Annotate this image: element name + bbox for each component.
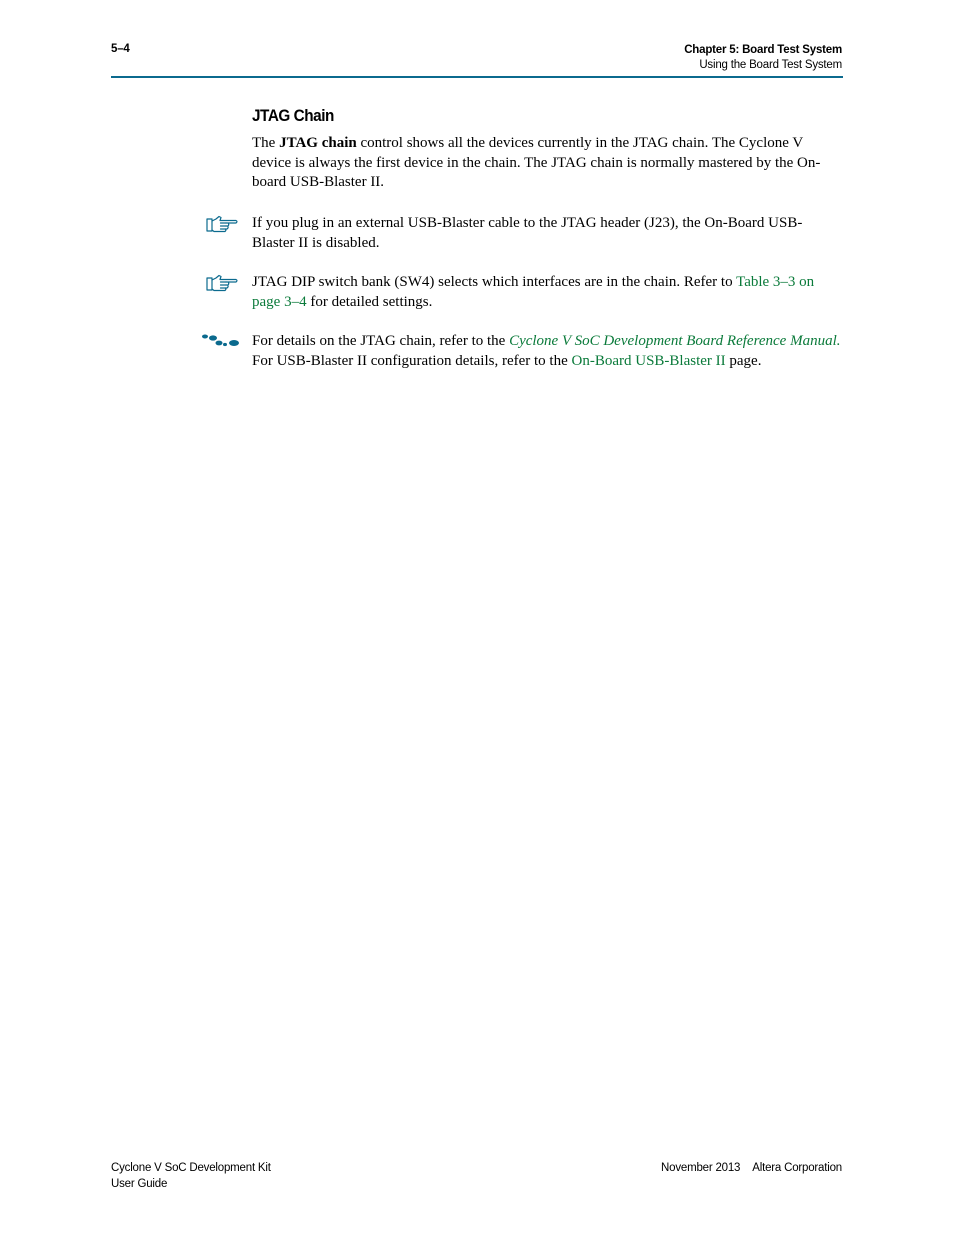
footer-date: November 2013	[661, 1162, 741, 1174]
jtag-chain-term: JTAG chain	[279, 135, 357, 151]
reference-manual-link[interactable]: Cyclone V SoC Development Board Reference Manual.	[509, 333, 841, 349]
onboard-usb-blaster-link[interactable]: On-Board USB-Blaster II	[571, 352, 726, 369]
reference-text-3: page.	[725, 352, 762, 369]
intro-text-1: The	[252, 135, 280, 151]
header-rule	[111, 76, 843, 78]
running-header	[684, 43, 842, 73]
footer-doc-type: User Guide	[111, 1178, 168, 1190]
note-dip-switch	[252, 273, 844, 312]
section-subtitle: Using the Board Test System	[699, 59, 842, 71]
note-dip-switch-text-1: JTAG DIP switch bank (SW4) selects which interfaces are in the chain. Refer to	[252, 274, 737, 290]
pointing-hand-icon	[206, 274, 240, 292]
intro-text-2: control shows all the devices currently in the JTAG chain. The Cyclone V device is always the first device in the chain. The JTAG chain is normally mastered by the On-board USB-Blaster II.	[252, 135, 821, 191]
note-dip-switch-text-2: for detailed settings.	[306, 293, 433, 310]
footprints-icon	[201, 334, 241, 348]
reference-text-1: For details on the JTAG chain, refer to the	[252, 333, 510, 349]
note-external-usb-blaster: If you plug in an external USB-Blaster cable to the JTAG header (J23), the On-Board USB-Blaster II is disabled.	[252, 215, 803, 251]
reference-paragraph	[252, 332, 844, 371]
chapter-title: Chapter 5: Board Test System	[684, 44, 842, 56]
page-number: 5–4	[111, 43, 130, 55]
footer-company: Altera Corporation	[752, 1162, 842, 1174]
footer-document	[111, 1160, 271, 1192]
table-3-3-link[interactable]: Table 3–3 on page 3–4	[252, 274, 815, 310]
reference-text-2: For USB-Blaster II configuration details, refer to the	[252, 352, 572, 369]
intro-paragraph	[252, 134, 844, 193]
pointing-hand-icon	[206, 215, 240, 233]
footer-doc-title: Cyclone V SoC Development Kit	[111, 1162, 271, 1174]
footer-publisher	[661, 1160, 842, 1176]
section-title: JTAG Chain	[252, 106, 334, 125]
